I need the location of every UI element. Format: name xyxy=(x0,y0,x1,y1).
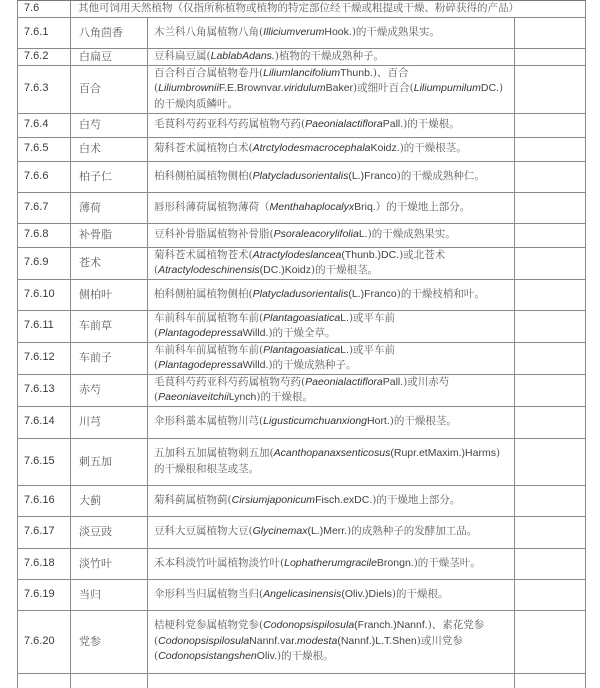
remarks-cell xyxy=(515,579,586,610)
remarks-cell xyxy=(515,279,586,310)
description-text: )或川党参( xyxy=(154,634,463,663)
plant-name: 苍术 xyxy=(71,247,148,279)
remarks-cell xyxy=(515,247,586,279)
cut-off-cell xyxy=(515,673,586,688)
item-number: 7.6.3 xyxy=(18,65,71,113)
description-text: 桔梗科党参属植物党参( xyxy=(154,619,264,632)
table-row xyxy=(18,113,586,137)
description-text: 车前科车前属植物车前( xyxy=(154,311,264,324)
plant-description xyxy=(148,247,515,279)
description-text: )的干燥全草。 xyxy=(268,327,336,339)
item-number: 7.6.15 xyxy=(18,438,71,485)
latin-name: Paeoniaveitchii xyxy=(158,391,229,403)
plant-name: 补骨脂 xyxy=(71,223,148,247)
latin-name: Liliumpumilum xyxy=(413,82,481,95)
description-text: )、百合( xyxy=(154,66,409,95)
latin-name: Plantagodepressa xyxy=(158,327,243,339)
description-text: 百合科百合属植物卷丹( xyxy=(154,66,264,79)
plant-description xyxy=(148,310,515,342)
item-number: 7.6.11 xyxy=(18,310,71,342)
description-text: )的干燥成熟种子。 xyxy=(268,359,357,371)
description-text: )或川赤芍( xyxy=(154,375,450,403)
author-citation: Willd. xyxy=(242,327,269,339)
latin-name: Liliumbrownii xyxy=(158,82,219,95)
table-row xyxy=(18,18,586,49)
section-number: 7.6 xyxy=(18,0,71,18)
author-citation: Briq. xyxy=(354,200,376,213)
description-text: 菊科苍术属植物白术( xyxy=(154,142,253,155)
latin-name: Plantagoasiatica xyxy=(263,343,341,356)
latin-name: Plantagoasiatica xyxy=(263,311,341,324)
author-citation: (L.)Merr. xyxy=(307,525,348,538)
table-row xyxy=(18,579,586,610)
remarks-cell xyxy=(515,161,586,192)
description-text: )的干燥成熟果实。 xyxy=(367,228,456,241)
plant-name: 侧柏叶 xyxy=(71,279,148,310)
table-row xyxy=(18,65,586,113)
author-citation: L. xyxy=(340,311,349,324)
description-text: )植物的干燥成熟种子。 xyxy=(274,50,384,62)
author-citation: Willd. xyxy=(242,359,269,371)
plant-name: 车前子 xyxy=(71,342,148,374)
latin-name: Platycladusorientalis xyxy=(252,169,349,182)
remarks-cell xyxy=(515,610,586,673)
description-text: 豆科扁豆属( xyxy=(154,50,211,62)
item-number: 7.6.10 xyxy=(18,279,71,310)
plant-name: 党参 xyxy=(71,610,148,673)
item-number: 7.6.6 xyxy=(18,161,71,192)
description-text: 毛茛科芍药亚科芍药属植物芍药( xyxy=(154,375,306,388)
item-number: 7.6.2 xyxy=(18,49,71,66)
author-citation: DC. xyxy=(480,82,499,95)
table-row xyxy=(18,161,586,192)
remarks-cell xyxy=(515,485,586,516)
plant-name: 八角茴香 xyxy=(71,18,148,49)
author-citation: Nannf.var. xyxy=(249,634,298,647)
description-text: 毛茛科芍药亚科芍药属植物芍药( xyxy=(154,118,306,131)
description-text: 车前科车前属植物车前( xyxy=(154,343,264,356)
document-page xyxy=(17,0,585,688)
description-text: 五加科五加属植物刺五加( xyxy=(154,447,274,459)
table-row xyxy=(18,406,586,438)
section-header-row xyxy=(18,0,586,18)
author-citation: (Oliv.)Diels xyxy=(341,587,392,600)
author-citation: (DC.)Koidz xyxy=(259,264,312,276)
plant-description xyxy=(148,516,515,548)
description-text: 禾本科淡竹叶属植物淡竹叶( xyxy=(154,556,285,569)
remarks-cell xyxy=(515,18,586,49)
author-citation: Oliv. xyxy=(256,650,278,663)
table-row xyxy=(18,485,586,516)
table-row xyxy=(18,548,586,579)
remarks-cell xyxy=(515,113,586,137)
latin-name: Atractylodeschinensis xyxy=(158,264,260,276)
cut-off-cell xyxy=(18,673,71,688)
plant-description xyxy=(148,610,515,673)
table-row xyxy=(18,310,586,342)
feed-plant-table xyxy=(17,0,586,688)
remarks-cell xyxy=(515,406,586,438)
description-text: 伞形科当归属植物当归( xyxy=(154,587,264,600)
table-row xyxy=(18,516,586,548)
table-row-partial xyxy=(18,673,586,688)
latin-name: viridulum xyxy=(283,82,326,95)
plant-description xyxy=(148,374,515,406)
latin-name: Codonopsispilosula xyxy=(263,619,355,632)
description-text: )的干燥根。 xyxy=(391,587,449,600)
plant-name: 百合 xyxy=(71,65,148,113)
remarks-cell xyxy=(515,438,586,485)
latin-name: Atrctylodesmacrocephala xyxy=(252,142,371,155)
description-text: )的干燥肉质鳞叶。 xyxy=(154,82,504,110)
author-citation: (Franch.)Nannf. xyxy=(354,619,428,632)
author-citation: Hook. xyxy=(324,26,352,39)
author-citation: Lynch xyxy=(228,391,257,403)
description-text: 菊科蓟属植物蓟( xyxy=(154,493,232,506)
author-citation: (Thunb.)DC. xyxy=(341,248,400,261)
latin-name: modesta xyxy=(297,634,338,647)
item-number: 7.6.1 xyxy=(18,18,71,49)
remarks-cell xyxy=(515,516,586,548)
description-text: )的干燥枝梢和叶。 xyxy=(396,287,485,300)
plant-name: 淡豆豉 xyxy=(71,516,148,548)
description-text: 伞形科藁本属植物川芎( xyxy=(154,415,264,428)
remarks-cell xyxy=(515,137,586,161)
author-citation: (Nannf.)L.T.Shen xyxy=(337,634,417,647)
author-citation: (L.)Franco xyxy=(348,287,397,300)
item-number: 7.6.8 xyxy=(18,223,71,247)
cut-off-cell xyxy=(71,673,148,688)
description-text: )的成熟种子的发酵加工品。 xyxy=(347,525,478,538)
table-row xyxy=(18,374,586,406)
plant-description xyxy=(148,548,515,579)
description-text: )或平车前( xyxy=(154,343,396,371)
latin-name: Platycladusorientalis xyxy=(252,287,349,300)
plant-name: 薄荷 xyxy=(71,192,148,223)
item-number: 7.6.16 xyxy=(18,485,71,516)
item-number: 7.6.5 xyxy=(18,137,71,161)
latin-name: Adans. xyxy=(242,50,275,62)
description-text: 豆科大豆属植物大豆( xyxy=(154,525,253,538)
author-citation: F.E.Brownvar. xyxy=(218,82,284,95)
author-citation: Baker xyxy=(325,82,354,95)
author-citation: L. xyxy=(358,228,368,241)
author-citation: L. xyxy=(340,343,349,356)
remarks-cell xyxy=(515,49,586,66)
remarks-cell xyxy=(515,223,586,247)
author-citation: (Rupr.etMaxim.)Harms xyxy=(390,447,496,459)
latin-name: Acanthopanaxsenticosus xyxy=(273,447,391,459)
description-text: 菊科苍术属植物苍术( xyxy=(154,248,253,261)
plant-description xyxy=(148,579,515,610)
table-row xyxy=(18,279,586,310)
description-text: )的干燥根茎。 xyxy=(311,264,379,276)
remarks-cell xyxy=(515,342,586,374)
plant-description xyxy=(148,49,515,66)
description-text: )的干燥根。 xyxy=(256,391,313,403)
plant-name: 白术 xyxy=(71,137,148,161)
description-text: )、素花党参( xyxy=(154,619,485,647)
latin-name: Angelicasinensis xyxy=(263,587,342,600)
plant-description xyxy=(148,279,515,310)
remarks-cell xyxy=(515,374,586,406)
description-text: 豆科补骨脂属植物补骨脂( xyxy=(154,228,274,241)
author-citation: Pall. xyxy=(382,375,404,388)
description-text: 柏科侧柏属植物侧柏( xyxy=(154,287,253,300)
remarks-cell xyxy=(515,65,586,113)
plant-description xyxy=(148,137,515,161)
author-citation: Fisch.exDC. xyxy=(315,493,373,506)
item-number: 7.6.12 xyxy=(18,342,71,374)
description-text: )或平车前( xyxy=(154,311,396,339)
latin-name: Codonopsispilosula xyxy=(158,634,250,647)
description-text: 柏科侧柏属植物侧柏( xyxy=(154,169,253,182)
plant-name: 当归 xyxy=(71,579,148,610)
latin-name: Atractylodeslancea xyxy=(252,248,342,261)
latin-name: Ligusticumchuanxiong xyxy=(263,415,368,428)
description-text: )的干燥成熟种仁。 xyxy=(396,169,485,182)
description-text: )或细叶百合( xyxy=(353,82,414,95)
plant-description xyxy=(148,161,515,192)
latin-name: Plantagodepressa xyxy=(158,359,243,371)
remarks-cell xyxy=(515,310,586,342)
description-text: 唇形科薄荷属植物薄荷（ xyxy=(154,200,270,213)
latin-name: Glycinemax xyxy=(252,525,308,538)
latin-name: Liliumlancifolium xyxy=(263,66,341,79)
plant-description xyxy=(148,342,515,374)
description-text: )的干燥根。 xyxy=(277,650,334,663)
plant-description xyxy=(148,485,515,516)
latin-name: Paeonialactiflora xyxy=(305,375,383,388)
remarks-cell xyxy=(515,192,586,223)
description-text: )的干燥根和根茎或茎。 xyxy=(154,447,501,475)
plant-name: 车前草 xyxy=(71,310,148,342)
description-text: )的干燥成熟果实。 xyxy=(351,26,440,39)
description-text: )或北苍术( xyxy=(154,248,446,276)
item-number: 7.6.9 xyxy=(18,247,71,279)
table-row xyxy=(18,223,586,247)
latin-name: Cirsiumjaponicum xyxy=(231,493,316,506)
item-number: 7.6.18 xyxy=(18,548,71,579)
plant-description xyxy=(148,18,515,49)
remarks-cell xyxy=(515,548,586,579)
plant-name: 赤芍 xyxy=(71,374,148,406)
item-number: 7.6.20 xyxy=(18,610,71,673)
latin-name: Paeonialactiflora xyxy=(305,118,383,131)
plant-description xyxy=(148,192,515,223)
latin-name: Codonopsistangshen xyxy=(158,650,257,663)
item-number: 7.6.4 xyxy=(18,113,71,137)
table-row xyxy=(18,49,586,66)
description-text: )的干燥地上部分。 xyxy=(372,493,461,506)
item-number: 7.6.7 xyxy=(18,192,71,223)
plant-description xyxy=(148,113,515,137)
table-row xyxy=(18,137,586,161)
description-text: )的干燥根。 xyxy=(403,118,460,131)
description-text: )的干燥茎叶。 xyxy=(413,556,481,569)
table-row xyxy=(18,192,586,223)
author-citation: Pall. xyxy=(382,118,404,131)
author-citation: Koidz. xyxy=(370,142,400,155)
author-citation: Thunb. xyxy=(340,66,373,79)
plant-description xyxy=(148,223,515,247)
description-text: )的干燥根茎。 xyxy=(389,415,457,428)
plant-name: 白扁豆 xyxy=(71,49,148,66)
plant-name: 柏子仁 xyxy=(71,161,148,192)
plant-name: 白芍 xyxy=(71,113,148,137)
author-citation: Brongn. xyxy=(376,556,414,569)
plant-name: 大蓟 xyxy=(71,485,148,516)
author-citation: Hort. xyxy=(367,415,390,428)
table-row xyxy=(18,438,586,485)
table-row xyxy=(18,247,586,279)
item-number: 7.6.14 xyxy=(18,406,71,438)
plant-name: 川芎 xyxy=(71,406,148,438)
author-citation: (L.)Franco xyxy=(348,169,397,182)
description-text: 木兰科八角属植物八角( xyxy=(154,26,264,39)
latin-name: Illiciumverum xyxy=(263,26,325,39)
plant-description xyxy=(148,406,515,438)
table-row xyxy=(18,342,586,374)
section-title: 其他可饲用天然植物（仅指所称植物或植物的特定部位经干燥或粗提或干燥、粉碎获得的产品） xyxy=(71,0,586,18)
item-number: 7.6.19 xyxy=(18,579,71,610)
latin-name: Psoraleacorylifolia xyxy=(273,228,359,241)
description-text: ）的干燥地上部分。 xyxy=(375,200,471,213)
plant-name: 淡竹叶 xyxy=(71,548,148,579)
latin-name: Lablab xyxy=(210,50,243,62)
latin-name: Lophatherumgracile xyxy=(284,556,377,569)
plant-description xyxy=(148,438,515,485)
cut-off-cell xyxy=(148,673,515,688)
table-row xyxy=(18,610,586,673)
item-number: 7.6.13 xyxy=(18,374,71,406)
description-text: )的干燥根茎。 xyxy=(399,142,467,155)
plant-name: 刺五加 xyxy=(71,438,148,485)
latin-name: Menthahaplocalyx xyxy=(269,200,355,213)
plant-description xyxy=(148,65,515,113)
item-number: 7.6.17 xyxy=(18,516,71,548)
